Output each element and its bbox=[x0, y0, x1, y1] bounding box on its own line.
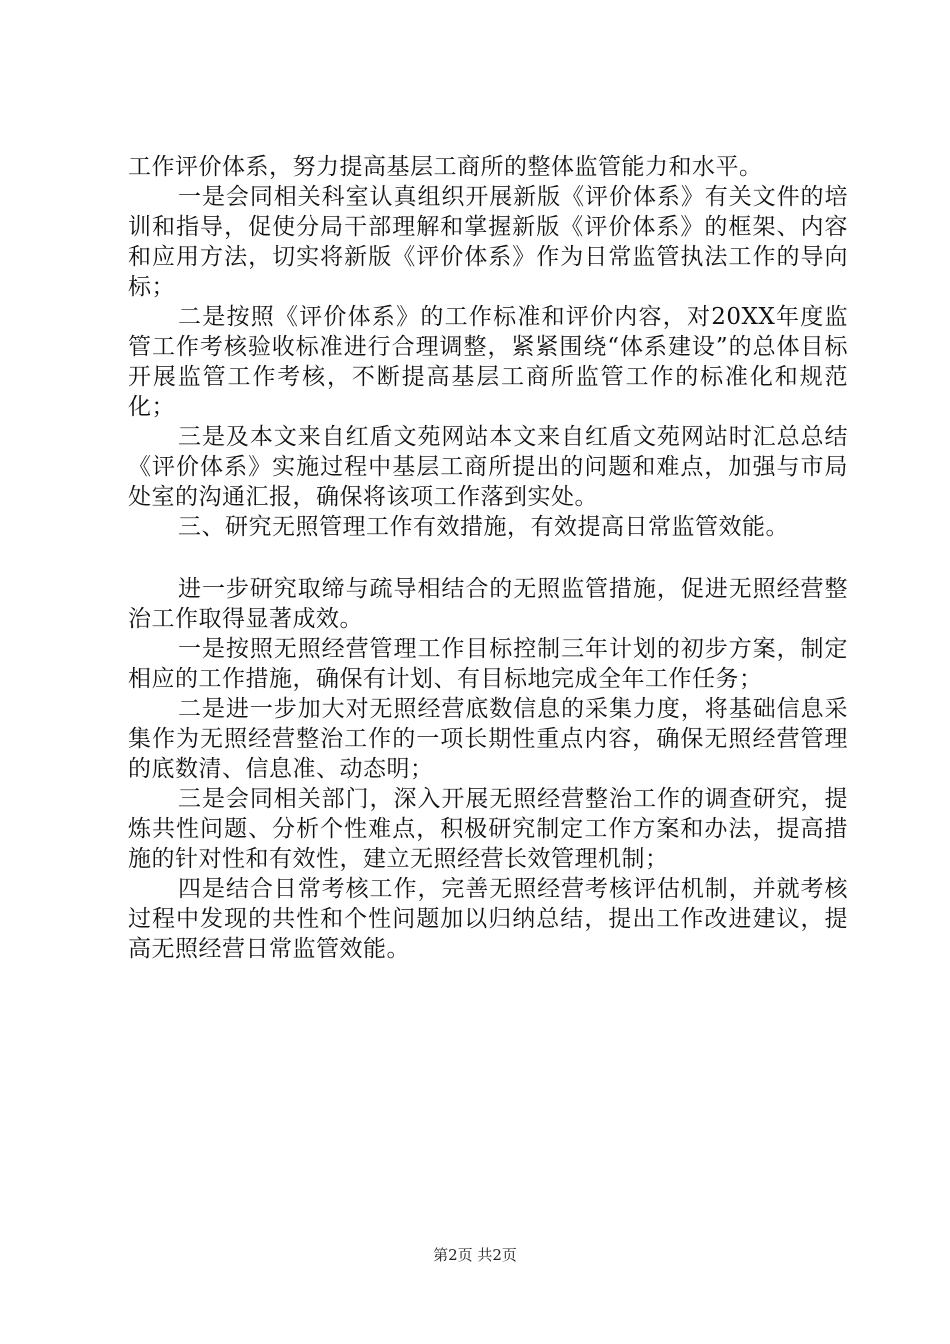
paragraph-item-1: 一是会同相关科室认真组织开展新版《评价体系》有关文件的培训和指导，促使分局干部理解和掌握新版《评价体系》的框架、内容和应用方法，切实将新版《评价体系》作为日常监管执法工作的导向标； bbox=[128, 184, 848, 300]
paragraph-item-4: 四是结合日常考核工作，完善无照经营考核评估机制，并就考核过程中发现的共性和个性问题加以归纳总结，提出工作改进建议，提高无照经营日常监管效能。 bbox=[128, 876, 848, 962]
paragraph-item-2: 二是进一步加大对无照经营底数信息的采集力度，将基础信息采集作为无照经营整治工作的一项长期性重点内容，确保无照经营管理的底数清、信息准、动态明； bbox=[128, 696, 848, 782]
section-heading-3: 三、研究无照管理工作有效措施，有效提高日常监管效能。 bbox=[178, 514, 789, 540]
section-spacer bbox=[128, 542, 848, 574]
paragraph-continuation: 工作评价体系，努力提高基层工商所的整体监管能力和水平。 bbox=[128, 154, 763, 180]
paragraph-item-2: 二是按照《评价体系》的工作标准和评价内容，对20XX年度监管工作考核验收标准进行合理调整，紧紧围绕“体系建设”的总体目标开展监管工作考核，不断提高基层工商所监管工作的标准化和规范化； bbox=[128, 304, 848, 420]
page-footer: 第2页 共2页 bbox=[433, 1246, 517, 1264]
section-intro: 进一步研究取缔与疏导相结合的无照监管措施，促进无照经营整治工作取得显著成效。 bbox=[128, 576, 848, 632]
document-body bbox=[128, 152, 848, 964]
paragraph-item-1: 一是按照无照经营管理工作目标控制三年计划的初步方案，制定相应的工作措施，确保有计划、有目标地完成全年工作任务； bbox=[128, 636, 848, 692]
paragraph-item-3: 三是及本文来自红盾文苑网站本文来自红盾文苑网站时汇总总结《评价体系》实施过程中基层工商所提出的问题和难点，加强与市局处室的沟通汇报，确保将该项工作落到实处。 bbox=[128, 424, 848, 510]
paragraph-item-3: 三是会同相关部门，深入开展无照经营整治工作的调查研究，提炼共性问题、分析个性难点，积极研究制定工作方案和办法，提高措施的针对性和有效性，建立无照经营长效管理机制； bbox=[128, 786, 848, 872]
